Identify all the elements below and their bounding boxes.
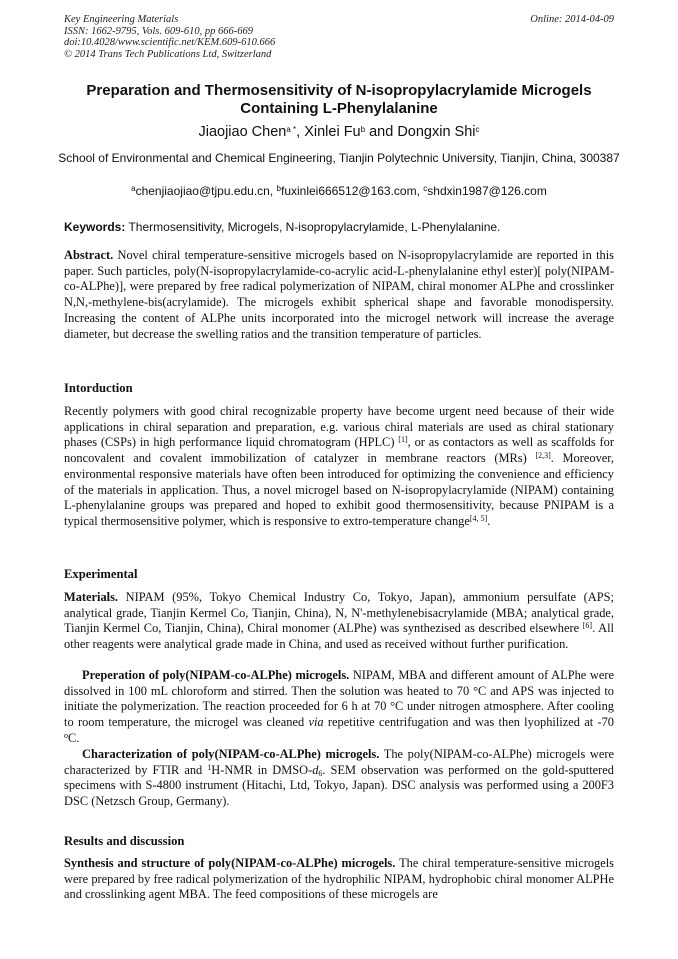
degree-mark: o <box>64 730 68 740</box>
ref-3: [4, 5] <box>469 513 488 523</box>
experimental-heading: Experimental <box>64 567 138 581</box>
author-3-mark: c <box>475 125 480 134</box>
synthesis-text: The chiral temperature-sensitive microgels were prepared by free radical polymerization of the hydrophilic NIPAM, hydrophobic chiral monomer ALPHe and crosslinking agent MBA. The feed compositions of these microgels are <box>64 856 614 902</box>
materials-text-2: . All other reagents were analytical grade made in China, and used as received without further purification. <box>64 621 614 652</box>
issn-line: ISSN: 1662-9795, Vols. 609-610, pp 666-669 <box>64 25 253 37</box>
abstract-label: Abstract. <box>64 248 114 262</box>
author-3: and Dongxin Shi <box>365 124 476 140</box>
email-2-mark: b <box>276 184 281 193</box>
preparation-label: Preperation of poly(NIPAM-co-ALPhe) microgels. <box>82 668 350 682</box>
intro-heading: Intorduction <box>64 381 133 395</box>
dmso-sub: 6 <box>318 768 323 778</box>
preparation-text-1: NIPAM, MBA and different amount of ALPhe were dissolved in 100 mL chloroform and stirred. Then the solution was heated to 70 °C and APS was injected to initiate the polymerization. The reaction proceeded for 6 h at 70 °C under nitrogen atmosphere. After cooling to room temperature, the microgel was cleaned <box>64 668 614 730</box>
ref-6: [6] <box>582 621 593 631</box>
email-3: shdxin1987@126.com <box>427 184 547 198</box>
title-line-2: Containing L-Phenylalanine <box>240 100 438 117</box>
characterization-text-1: The poly(NIPAM-co-ALPhe) microgels were characterized by FTIR and <box>64 747 614 777</box>
intro-text-3: . Moreover, environmental responsive materials have often been introduced for optimizing the convenience and efficiency of the materials in application. Thus, a novel microgel based on N-isopropylacrylamide (NIPAM) containing L-phenylalanine groups was prepared and hoped to exhibit good thermosensitivity, because PNIPAM is a typical thermosensitive polymer, which is responsive to extro-temperature change <box>64 451 614 528</box>
journal-header <box>64 14 614 60</box>
affiliation: School of Environmental and Chemical Engineering, Tianjin Polytechnic University, Tianjin, China, 300387 <box>58 151 620 165</box>
characterization-paragraph <box>64 747 614 810</box>
email-2: fuxinlei666512@163.com, <box>280 184 424 198</box>
ref-2: [2,3] <box>535 451 551 461</box>
keywords <box>64 220 614 234</box>
abstract <box>64 248 614 342</box>
preparation-via: via <box>308 715 324 730</box>
copyright-line: © 2014 Trans Tech Publications Ltd, Switzerland <box>64 48 272 60</box>
keywords-text: Thermosensitivity, Microgels, N-isopropylacrylamide, L-Phenylalanine. <box>125 220 501 234</box>
author-1-mark: a * <box>286 125 297 134</box>
author-2: , Xinlei Fu <box>296 124 361 140</box>
characterization-text-2: H-NMR in DMSO- <box>211 762 313 777</box>
characterization-label: Characterization of poly(NIPAM-co-ALPhe) microgels. <box>82 747 380 761</box>
journal-name: Key Engineering Materials <box>64 14 179 25</box>
author-1: Jiaojiao Chen <box>198 124 287 140</box>
paper-title <box>40 82 638 118</box>
title-line-1: Preparation and Thermosensitivity of N-isopropylacrylamide Microgels <box>86 82 592 99</box>
online-date: Online: 2014-04-09 <box>530 14 614 25</box>
preparation-paragraph <box>64 668 614 747</box>
abstract-text: Novel chiral temperature-sensitive microgels based on N-isopropylacrylamide are reported in this paper. Such particles, poly(N-isopropylacrylamide-co-acrylic acid-L-phenylalanine ethyl ester)[ poly(NIPAM-co-ALPhe)], were prepared by free radical polymerization of NIPAM, chiral monomer ALPhe and crosslinker N,N,-methylene-bis(acrylamide). The microgels exhibit spherical shape and favorable monodispersity. Increasing the content of ALPhe units incorporated into the microgel network will increase the average diameter, but decrease the swelling ratios and the transition temperature of particles. <box>64 248 614 341</box>
synthesis-label: Synthesis and structure of poly(NIPAM-co-ALPhe) microgels. <box>64 856 396 870</box>
email-1: chenjiaojiao@tjpu.edu.cn, <box>135 184 277 198</box>
keywords-label: Keywords: <box>64 220 126 234</box>
email-3-mark: c <box>423 184 428 193</box>
ref-1: [1] <box>398 435 408 445</box>
intro-text-4: . <box>487 513 491 528</box>
nmr-sup: 1 <box>207 762 212 772</box>
materials-paragraph <box>64 590 614 653</box>
author-2-mark: b <box>360 125 366 134</box>
intro-text-2: , or as contactors as well as scaffolds for noncovalent and covalent immobilization of catalyzer in membrane reactors (MRs) <box>64 435 614 466</box>
intro-text-1: Recently polymers with good chiral recognizable property have become urgent need because of their wide applications in chiral separation and preparation, e.g. various chiral materials are used as chiral stationary phases (CSPs) in high performance liquid chromatogram (HPLC) <box>64 404 614 450</box>
dmso-d: d <box>312 762 319 777</box>
preparation-text-3: C. <box>68 730 80 745</box>
email-list <box>40 184 638 198</box>
intro-paragraph <box>64 404 614 530</box>
email-1-mark: a <box>131 184 136 193</box>
doi-line: doi:10.4028/www.scientific.net/KEM.609-610.666 <box>64 37 276 48</box>
preparation-text-2: repetitive centrifugation and was then lyophilized at -70 <box>323 715 614 730</box>
author-list <box>40 124 638 140</box>
results-heading: Results and discussion <box>64 834 185 848</box>
materials-text-1: NIPAM (95%, Tokyo Chemical Industry Co, Tokyo, Japan), ammonium persulfate (APS; analytical grade, Tianjin Kermel Co, Tianjin, China), N, N'-methylenebisacrylamide (MBA; analytical grade, Tianjin Kermel Co, Tianjin, China), Chiral monomer (ALPhe) was synthezised as described elsewhere <box>64 590 614 636</box>
materials-label: Materials. <box>64 590 119 604</box>
synthesis-paragraph <box>64 856 614 903</box>
characterization-text-3: . SEM observation was performed on the gold-sputtered specimens with S-4800 instrument (Hitachi, Ltd, Tokyo, Japan). DSC analysis was performed using a 200F3 DSC (Netzsch Group, Germany). <box>64 762 614 809</box>
